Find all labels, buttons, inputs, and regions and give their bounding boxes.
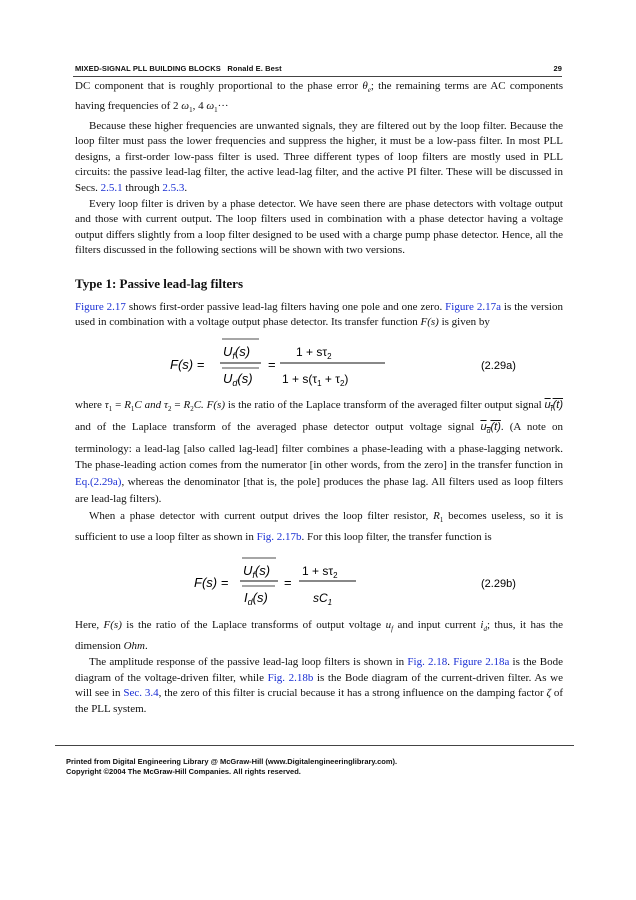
link-fig-2-17b[interactable]: Fig. 2.17b bbox=[256, 530, 302, 543]
svg-text:1 + sτ2: $1 + s\tau_2$ bbox=[302, 564, 338, 581]
symbol-ud-t: $u_d(t)$ bbox=[480, 420, 501, 435]
equation-2-29b-graphic bbox=[75, 545, 516, 617]
svg-text:1 + sτ2: $1 + s\tau_2$ bbox=[296, 344, 332, 361]
link-figure-2-17a[interactable]: Figure 2.17a bbox=[445, 300, 501, 313]
symbol-uf-t: $u_f(t)$ bbox=[544, 398, 564, 413]
link-sec-3-4[interactable]: Sec. 3.4 bbox=[123, 687, 159, 700]
equation-2-29a bbox=[75, 331, 563, 397]
paragraph-4: Figure 2.17 shows first-order passive lead-lag filters having one pole and one zero. Figure 2.17a is the version used in combination with a voltage output phase detector. Its transfer function F(s) is given by bbox=[75, 300, 563, 329]
running-header bbox=[75, 64, 562, 73]
eq-a-lhs: F(s) = bbox=[170, 356, 205, 372]
paragraph-3: Every loop filter is driven by a phase detector. We have seen there are phase detectors with voltage output and those with current output. The loop filters used in combination with a phase detector having a voltage output differs slightly from a loop filter designed to be used with a charge pump phase detector. Hence, all the filters discussed in the following sections will be shown with two versions. bbox=[75, 197, 563, 257]
svg-text:=: = bbox=[284, 575, 292, 591]
eq-b-lhs: F(s) = bbox=[194, 575, 229, 591]
svg-text:sC1: $sC_1$ bbox=[313, 591, 333, 608]
paragraph-7: Here, F(s) is the ratio of the Laplace transforms of output voltage $u_f$ and input current $i_d$; thus, it has the dimension Ohm. bbox=[75, 619, 563, 653]
svg-text:Ud(s): $U_d(s)$ bbox=[223, 370, 253, 388]
header-rule bbox=[73, 76, 562, 77]
header-author: Ronald E. Best bbox=[227, 64, 282, 73]
link-figure-2-17[interactable]: Figure 2.17 bbox=[75, 300, 126, 313]
paragraph-5: where $\tau_1 = R_1C$ and $\tau_2 = R_2C$. F(s) is the ratio of the Laplace transform of the averaged filter output signal $u_f(t)$ and of the Laplace transform of the averaged phase detector output voltage signal $u_d(t)$. (A note on terminology: a lead-lag [also called lag-lead] filter combines a phase-leading with a phase-lagging network. The phase-leading action comes from the numerator [in other words, from the zero] in the transfer function in Eq.(2.29a), whereas the denominator [that is, the pole] produces the phase lag. All filters used as loop filters are lead-lag filters). bbox=[75, 398, 564, 506]
footer-line-1: Printed from Digital Engineering Library @ McGraw-Hill (www.Digitalengineeringlibrary.com). bbox=[66, 757, 398, 766]
link-sec-2-5-1[interactable]: 2.5.1 bbox=[100, 181, 123, 194]
paragraph-8: The amplitude response of the passive lead-lag loop filters is shown in Fig. 2.18. Figure 2.18a is the Bode diagram of the voltage-driven filter, while Fig. 2.18b is the Bode diagram of the current-driven filter. As we will see in Sec. 3.4, the zero of this filter is crucial because it has a strong influence on the damping factor ζ of the PLL system. bbox=[75, 656, 564, 715]
svg-text:=: = bbox=[268, 356, 276, 372]
svg-text:Uf(s): $U_f(s)$ bbox=[223, 343, 251, 361]
equation-2-29b bbox=[75, 545, 563, 617]
footer-line-2: Copyright ©2004 The McGraw-Hill Companies. All rights reserved. bbox=[66, 767, 301, 776]
paragraph-6: When a phase detector with current output drives the loop filter resistor, $R_1$ becomes useless, so it is sufficient to use a loop filter as shown in Fig. 2.17b. For this loop filter, the transfer function is bbox=[75, 509, 563, 543]
equation-2-29a-graphic bbox=[75, 331, 516, 397]
link-sec-2-5-3[interactable]: 2.5.3 bbox=[162, 181, 185, 194]
footer bbox=[66, 757, 397, 777]
footer-rule bbox=[55, 745, 574, 746]
link-fig-2-18b[interactable]: Fig. 2.18b bbox=[267, 671, 314, 684]
link-figure-2-18a[interactable]: Figure 2.18a bbox=[453, 656, 510, 669]
eq-b-number: (2.29b) bbox=[481, 578, 516, 591]
svg-text:1 + s(τ1 + τ2): $1 + s(\tau_1 + \tau_2)$ bbox=[282, 371, 349, 388]
section-heading: Type 1: Passive lead-lag filters bbox=[75, 275, 244, 291]
eq-a-number: (2.29a) bbox=[481, 359, 516, 372]
paragraph-2: Because these higher frequencies are unwanted signals, they are filtered out by the loop filter. Because the loop filter must pass the lower frequencies and suppress the higher, it must be a low-pass filter. In most PLL designs, a first-order low-pass filter is used. Three different types of loop filters are mostly used in PLL circuits: the passive lead-lag filter, the active lead-lag filter, and the active PI filter. These will be discussed in Secs. 2.5.1 through 2.5.3. bbox=[75, 119, 563, 194]
svg-text:Uf(s): $U_f(s)$ bbox=[243, 563, 271, 581]
link-eq-2-29a[interactable]: Eq.(2.29a) bbox=[75, 476, 122, 489]
body-text bbox=[75, 79, 563, 718]
svg-text:Id(s): $I_d(s)$ bbox=[244, 590, 268, 608]
page-number: 29 bbox=[553, 64, 562, 73]
link-fig-2-18[interactable]: Fig. 2.18 bbox=[407, 656, 448, 669]
running-title: MIXED-SIGNAL PLL BUILDING BLOCKS bbox=[75, 64, 221, 73]
paragraph-1: DC component that is roughly proportional to the phase error $\theta_e$; the remaining terms are AC components having frequencies of 2 $\omega_1$, 4 $\omega_1\cdot\cdot\cdot$ bbox=[75, 80, 563, 114]
